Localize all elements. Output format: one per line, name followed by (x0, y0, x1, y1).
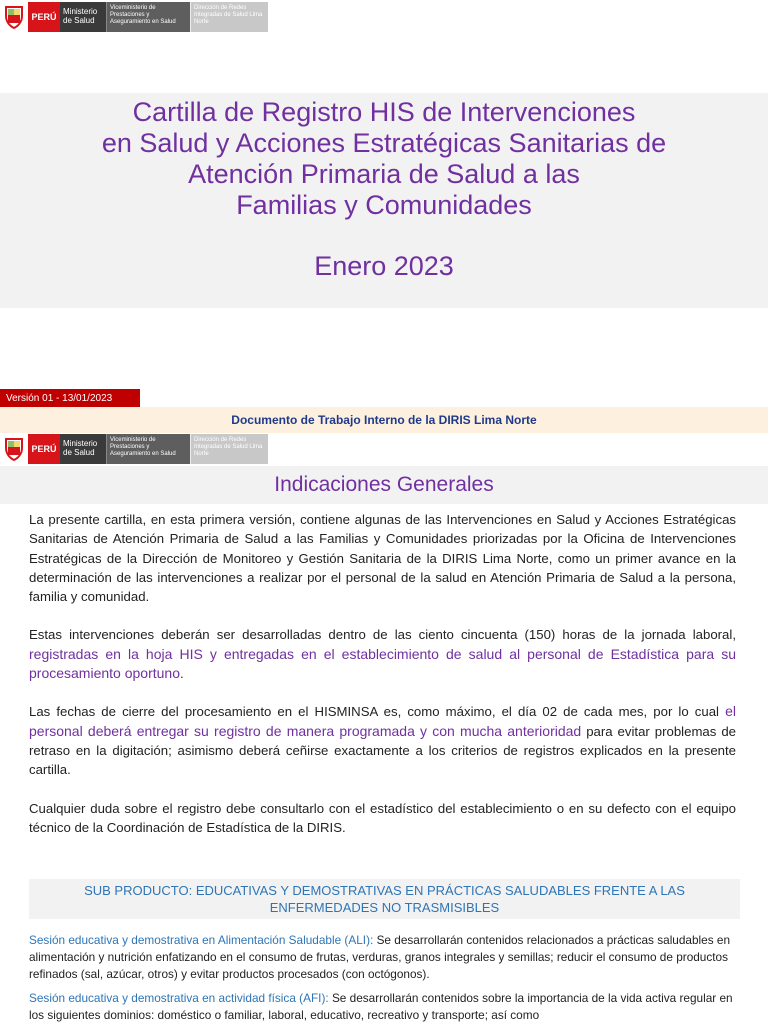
gov-header-page2 (0, 434, 268, 464)
ministry-label: Ministerio de Salud (60, 434, 106, 464)
directorate-label: Dirección de Redes Integradas de Salud Lima Norte (190, 2, 268, 32)
ministry-label: Ministerio de Salud (60, 2, 106, 32)
session-name: Sesión educativa y demostrativa en Alimentación Saludable (ALI): (29, 933, 374, 947)
directorate-label: Dirección de Redes Integradas de Salud Lima Norte (190, 434, 268, 464)
vice-ministry-label: Viceministerio de Prestaciones y Aseguramiento en Salud (106, 2, 190, 32)
session-name: Sesión educativa y demostrativa en actividad física (AFI): (29, 991, 329, 1005)
section-title: Indicaciones Generales (0, 466, 768, 504)
session-list (29, 932, 739, 1024)
coat-of-arms-icon (0, 2, 28, 32)
highlight-text: el personal deberá entregar su registro de manera programada y con mucha anterioridad (29, 703, 736, 739)
indications-body (29, 510, 736, 856)
peru-label: PERÚ (28, 2, 60, 32)
session-description: Se desarrollarán contenidos relacionados a prácticas saludables en alimentación y nutrición enfatizando en el consumo de frutas, verduras, granos integrales y semillas; reducir el consumo de productos refinados (sal, azúcar, otros) y evitar productos procesados (con octógonos). (29, 933, 731, 981)
coat-of-arms-icon (0, 434, 28, 464)
cover-date: Enero 2023 (314, 251, 454, 281)
paragraph-hours: Estas intervenciones deberán ser desarrolladas dentro de las ciento cincuenta (150) horas de la jornada laboral, registradas en la hoja HIS y entregadas en el establecimiento de salud al personal de Estadística para su procesamiento oportuno. (29, 627, 736, 682)
peru-label: PERÚ (28, 434, 60, 464)
highlight-text: registradas en la hoja HIS y entregadas en el establecimiento de salud al personal de Estadística para su procesamiento oportuno (29, 645, 736, 682)
gov-header-top (0, 2, 268, 32)
list-item (29, 932, 739, 983)
sub-product-heading: SUB PRODUCTO: EDUCATIVAS Y DEMOSTRATIVAS EN PRÁCTICAS SALUDABLES FRENTE A LAS ENFERMEDADES NO TRASMISIBLES (29, 879, 740, 919)
paragraph-deadline: Las fechas de cierre del procesamiento en el HISMINSA es, como máximo, el día 02 de cada mes, por lo cual el personal deberá entregar su registro de manera programada y con mucha anterioridad para evitar problemas de retraso en la digitación; asimismo deberá ceñirse exactamente a los criterios de registros explicados en la presente cartilla. (29, 703, 736, 778)
paragraph-contact: Cualquier duda sobre el registro debe consultarlo con el estadístico del establecimiento o en su defecto con el equipo técnico de la Coordinación de Estadística de la DIRIS. (29, 800, 736, 835)
vice-ministry-label: Viceministerio de Prestaciones y Aseguramiento en Salud (106, 434, 190, 464)
session-description: Se desarrollarán contenidos sobre la importancia de la vida activa regular en los siguientes dominios: doméstico o familiar, laboral, educativo, recreativo y transporte; así como (29, 991, 733, 1022)
version-badge: Versión 01 - 13/01/2023 (0, 389, 140, 407)
cover-title-band (0, 93, 768, 308)
paragraph-intro: La presente cartilla, en esta primera versión, contiene algunas de las Intervenciones en Salud y Acciones Estratégicas Sanitarias de Atención Primaria de Salud a las Familias y Comunidades priorizadas por la Oficina de Intervenciones Estratégicas de la Dirección de Monitoreo y Gestión Sanitaria de la DIRIS Lima Norte, como un primer avance en la determinación de las intervenciones a realizar por el personal de la salud en Atención Primaria de Salud a la persona, familia y comunidad. (29, 512, 736, 605)
list-item (29, 990, 739, 1024)
cover-title: Cartilla de Registro HIS de Intervenciones en Salud y Acciones Estratégicas Sanitarias de Atención Primaria de Salud a las Familias y Comunidades (101, 97, 667, 220)
doc-label-band: Documento de Trabajo Interno de la DIRIS Lima Norte (0, 407, 768, 433)
